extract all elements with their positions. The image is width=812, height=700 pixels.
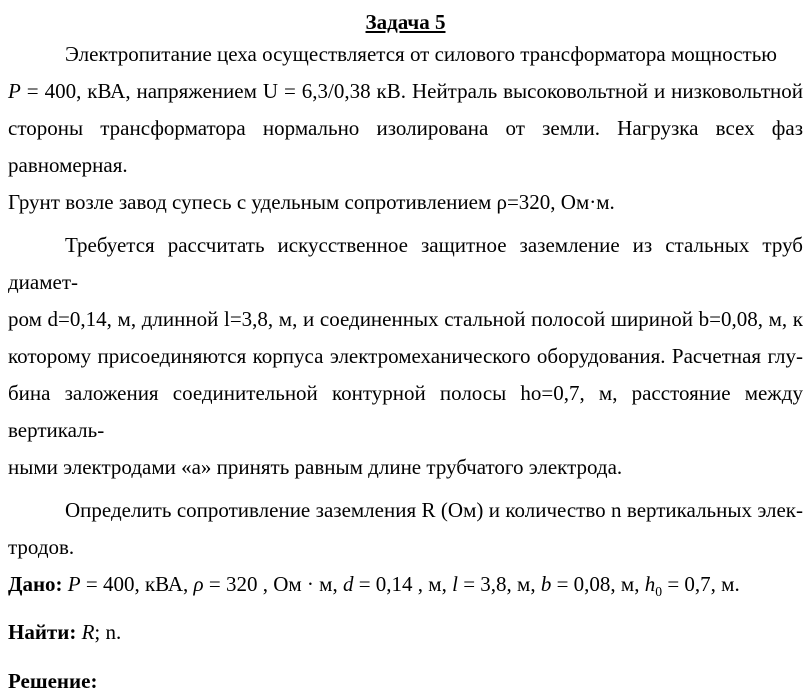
paragraph3-line2: тродов. xyxy=(8,535,75,559)
given-line xyxy=(0,566,812,610)
text-line xyxy=(0,375,812,449)
solution-label: Решение: xyxy=(8,669,98,694)
math-var-h-subscript: 0 xyxy=(655,584,663,600)
given-d-value: = 0,14 , м, xyxy=(353,572,453,596)
find-rest: ; n. xyxy=(94,620,122,645)
paragraph1-line3: стороны трансформатора нормально изолирована от земли. Нагрузка всех фаз равномерная. xyxy=(8,116,803,177)
problem-title xyxy=(0,8,812,36)
given-h-value: = 0,7, м. xyxy=(662,572,740,596)
given-p-value: = 400, кВА, xyxy=(80,572,194,596)
paragraph-intro xyxy=(0,36,812,221)
document-page xyxy=(0,8,812,694)
math-var-l: l xyxy=(452,572,458,596)
solution-line xyxy=(0,663,812,700)
paragraph1-line2: = 400, кВА, напряжением U = 6,3/0,38 кВ. Нейтраль высоковольтной и низковольтной xyxy=(20,79,803,103)
find-label: Найти: xyxy=(8,620,82,645)
paragraph2-line3: которому присоединяются корпуса электромеханического оборудования. Расчетная глу- xyxy=(8,344,803,368)
paragraph1-line4: Грунт возле завод супесь с удельным сопротивлением ρ=320, Ом·м. xyxy=(8,190,615,214)
math-var-h: h xyxy=(644,572,656,596)
math-var-b: b xyxy=(540,572,552,596)
text-line xyxy=(0,110,812,184)
math-var-rho: ρ xyxy=(193,572,204,596)
text-line xyxy=(0,529,812,566)
text-line xyxy=(0,301,812,338)
paragraph2-line1: Требуется рассчитать искусственное защитное заземление из стальных труб диамет- xyxy=(8,233,803,294)
problem-title-text: Задача 5 xyxy=(365,10,446,34)
paragraph1-line1: Электропитание цеха осуществляется от силового трансформатора мощностью xyxy=(65,42,777,66)
text-line xyxy=(0,184,812,221)
math-var-d: d xyxy=(342,572,354,596)
math-var-p: P xyxy=(8,79,21,103)
paragraph2-line4: бина заложения соединительной контурной полосы ho=0,7, м, расстояние между вертикаль- xyxy=(8,381,803,442)
text-line xyxy=(0,449,812,486)
paragraph2-line2: ром d=0,14, м, длинной l=3,8, м, и соединенных стальной полосой шириной b=0,08, м, к xyxy=(8,307,803,331)
paragraph3-line1: Определить сопротивление заземления R (Ом) и количество n вертикальных элек- xyxy=(65,498,803,522)
text-line xyxy=(0,73,812,110)
math-var-r: R xyxy=(81,620,95,645)
paragraph-task xyxy=(0,227,812,486)
paragraph-question xyxy=(0,492,812,566)
given-rho-value: = 320 , Ом · м, xyxy=(203,572,343,596)
find-line xyxy=(0,614,812,651)
given-b-value: = 0,08, м, xyxy=(551,572,645,596)
text-line xyxy=(0,227,812,301)
paragraph2-line5: ными электродами «а» принять равным длине трубчатого электрода. xyxy=(8,455,623,479)
text-line xyxy=(0,36,812,73)
given-label: Дано: xyxy=(8,572,68,596)
text-line xyxy=(0,338,812,375)
given-l-value: = 3,8, м, xyxy=(457,572,541,596)
text-line xyxy=(0,492,812,529)
math-var-p: P xyxy=(67,572,81,596)
